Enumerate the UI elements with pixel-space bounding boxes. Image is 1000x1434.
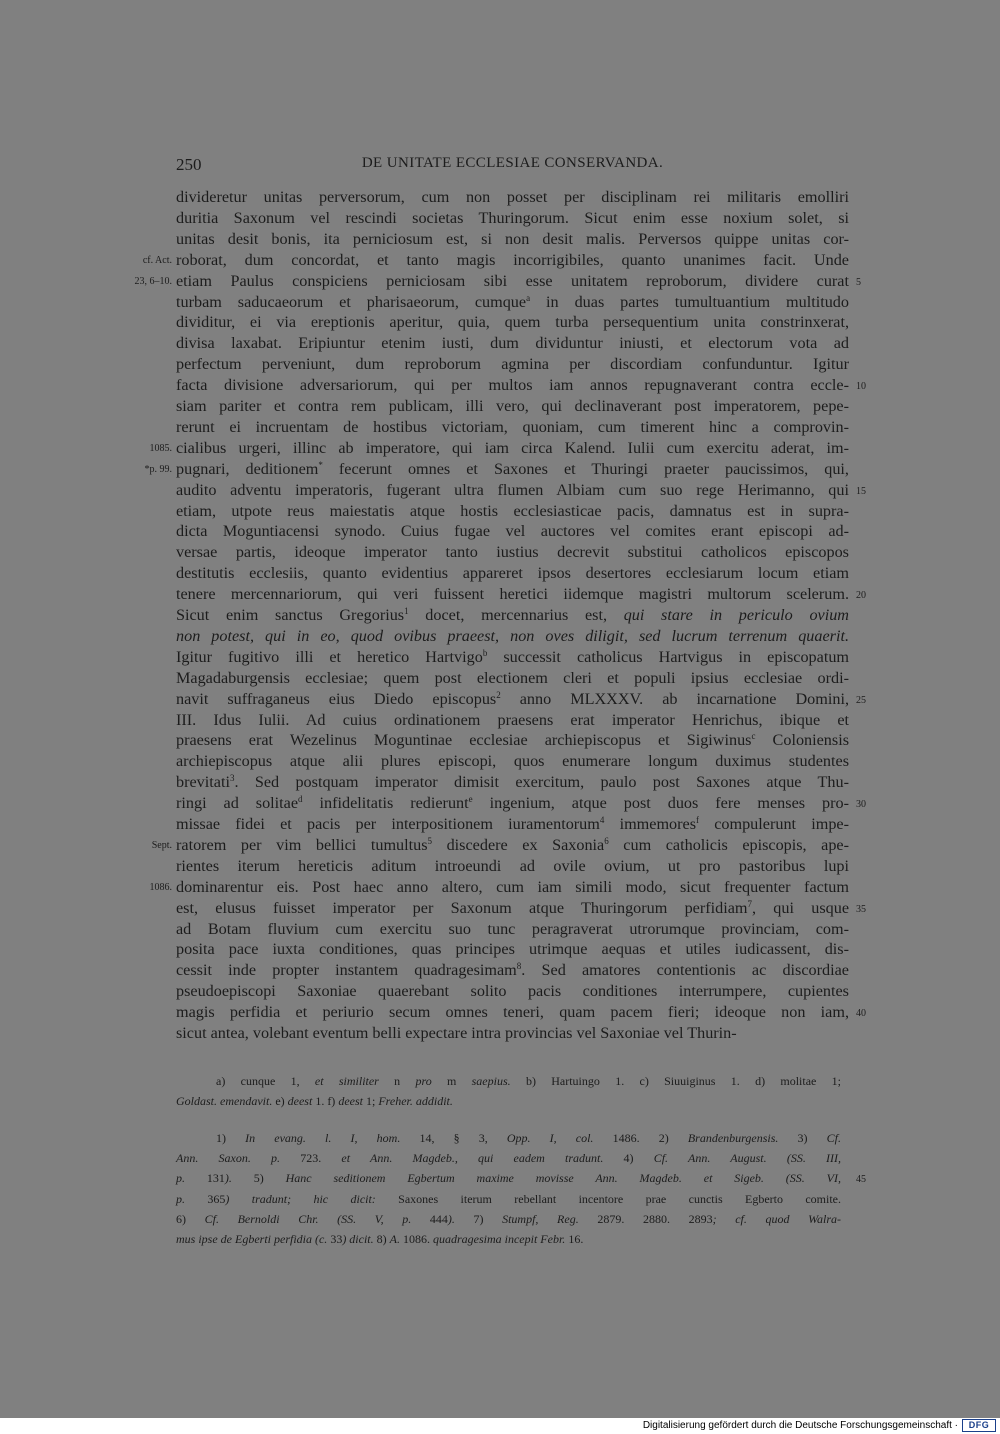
dfg-logo: DFG: [962, 1419, 996, 1432]
text-line: turbam saducaeorum et pharisaeorum, cumque$^a$ in duas partes tumultuantium multitudo: [176, 292, 849, 311]
footnote-marker: 7: [747, 898, 753, 909]
text-line: versae partis, ideoque imperator tanto iustius decrevit substitui catholicos episcopos: [176, 543, 849, 562]
footnote-marker: f: [696, 815, 700, 825]
line-number: 30: [856, 799, 866, 811]
text-line: pugnari, deditionem* fecerunt omnes et Saxones et Thuringi praeter paucissimos, qui,: [176, 459, 849, 478]
text-line: divideretur unitas perversorum, cum non posset per disciplinam rei militaris emolliri: [176, 188, 849, 206]
margin-note: cf. Act.: [142, 254, 172, 266]
commentary-line: p. 365) tradunt; hic dicit: Saxones iterum rebellant incentore prae cunctis Egberto comite.: [176, 1191, 841, 1206]
text-line: non potest, qui in eo, quod ovibus praeest, non oves diligit, sed lucrum terrenum quaerit.: [176, 626, 849, 645]
page-header: [176, 155, 849, 179]
text-line: archiepiscopus atque alii plures episcopi, quos enumerare longum duximus studentes: [176, 752, 849, 771]
text-line: pseudoepiscopi Saxoniae quaerebant solito pacis conditiones interrumpere, cupientes: [176, 982, 849, 1001]
footnote-marker: 8: [516, 961, 522, 972]
footnote-marker: 2: [496, 689, 501, 700]
footer-bar: [0, 1418, 1000, 1434]
margin-note: Sept.: [151, 839, 172, 851]
text-line: ad Botam fluvium cum exercitu suo tunc peragraverat utrorumque provinciam, com-: [176, 919, 849, 938]
text-line: brevitati$^3$. Sed postquam imperator dimisit exercitum, paulo post Saxones atque Thu-: [176, 773, 849, 792]
footnote-marker: 1: [404, 606, 409, 616]
text-line: facta divisione adversariorum, qui per multos iam annos repugnaverant contra eccle-: [176, 376, 849, 395]
text-line: praesens erat Wezelinus Moguntinae ecclesiae archiepiscopus et Sigiwinus$^c$ Coloniensis: [176, 731, 850, 750]
text-line: sicut antea, volebant eventum belli expectare intra provincias vel Saxoniae vel Thurin-: [176, 1024, 737, 1042]
footnote-marker: 4: [599, 815, 605, 825]
line-number: 35: [856, 903, 866, 915]
apparatus-line: Goldast. emendavit. e) deest 1. f) deest 1; Freher. addidit.: [176, 1094, 453, 1109]
line-number: 25: [856, 694, 866, 706]
line-number: 5: [856, 276, 861, 288]
text-line: magis perfidia et periurio secum omnes teneri, quam pacem fieri; ideoque non iam,: [176, 1003, 849, 1022]
text-line: Igitur fugitivo illi et heretico Hartvigo$^b$ successit catholicus Hartvigus in episcopatum: [176, 647, 850, 666]
apparatus-line: a) cunque 1, et similiter n pro m saepius. b) Hartuingo 1. c) Siuuiginus 1. d) molitae 1;: [216, 1074, 841, 1088]
text-line: navit suffraganeus eius Diedo episcopus$^2$ anno MLXXXV. ab incarnatione Domini,: [176, 689, 849, 708]
commentary-line: p. 131). 5) Hanc seditionem Egbertum maxime movisse Ann. Magdeb. et Sigeb. (SS. VI,: [176, 1171, 841, 1186]
text-line: rerunt ei incruentam de hostibus victoriam, quoniam, cum timerent hinc a comprovin-: [176, 417, 849, 436]
text-line: missae fidei et pacis per interpositionem iuramentorum$^4$ immemores$^f$ compulerunt impe-: [176, 815, 849, 833]
line-number: 20: [856, 590, 866, 602]
margin-note: 23, 6–10.: [134, 275, 172, 287]
text-line: etiam Paulus conspiciens perniciosam sibi esse unitatem reproborum, dividere curat: [176, 271, 849, 290]
text-line: posita pace iuxta conditiones, quas principes utrimque aequas et utiles iudicassent, dis-: [176, 940, 849, 959]
text-line: dicta Moguntiacensi synodo. Cuius fugae vel auctores vel comites erant episcopi ad-: [176, 522, 849, 541]
footnote-marker: 3: [229, 773, 235, 784]
line-number: 10: [856, 381, 866, 393]
text-line: ringi ad solitae$^d$ infidelitatis redierunt$^e$ ingenium, atque post duos fere menses pro-: [176, 794, 849, 813]
commentary-line: 6) Cf. Bernoldi Chr. (SS. V, p. 444). 7) Stumpf, Reg. 2879. 2880. 2893; cf. quod Walra-: [176, 1211, 841, 1226]
text-line: Sicut enim sanctus Gregorius$^1$ docet, mercennarius est, qui stare in periculo ovium: [176, 606, 849, 624]
commentary-line: mus ipse de Egberti perfidia (c. 33) dicit. 8) A. 1086. quadragesima incepit Febr. 16.: [176, 1232, 584, 1246]
text-line: ratorem per vim bellici tumultus$^5$ discedere ex Saxonia$^6$ cum catholicis episcopis, ape-: [176, 835, 850, 854]
footnote-marker: a: [526, 292, 531, 303]
text-line: roborat, dum concordat, et tanto magis incorrigibiles, quanto unanimes facit. Unde: [176, 250, 849, 269]
commentary-line: Ann. Saxon. p. 723. et Ann. Magdeb., qui eadem tradunt. 4) Cf. Ann. August. (SS. III,: [176, 1151, 841, 1166]
text-line: est, elusus fuisset imperator per Saxonum atque Thuringorum perfidiam$^7$, qui usque: [176, 898, 850, 917]
margin-note: 1085.: [149, 442, 172, 454]
footnote-marker: c: [751, 731, 756, 742]
text-line: duritia Saxonum vel rescindi societas Thuringorum. Sicut enim esse noxium solet, si: [176, 208, 849, 227]
text-line: unitas desit bonis, ita perniciosum est, si non desit malis. Perversos quippe unitas cor-: [176, 229, 849, 248]
text-line: perfectum perveniunt, dum reproborum agmina per discordiam confunduntur. Igitur: [176, 355, 849, 374]
text-line: audito adventu imperatoris, fugerant ultra flumen Albiam cum suo rege Herimanno, qui: [176, 480, 849, 499]
line-number: 15: [856, 485, 866, 497]
text-line: III. Idus Iulii. Ad cuius ordinationem praesens erat imperator Henrichus, ibique et: [176, 710, 849, 729]
text-line: siam pariter et contra rem publicam, illi vero, qui declinaverant post imperatorem, pepe-: [176, 397, 849, 415]
footnote-marker: 6: [604, 835, 609, 846]
line-number: 45: [856, 1174, 866, 1186]
running-title: DE UNITATE ECCLESIAE CONSERVANDA.: [361, 155, 664, 171]
page-number: 250: [176, 155, 202, 174]
text-line: dominarentur eis. Post haec anno altero, cum iam simili modo, sicut frequenter factum: [176, 877, 849, 896]
text-line: destitutis ecclesiis, quanto evidentius appareret ipsos desertores ecclesiarum locum etiam: [176, 564, 849, 583]
text-line: rientes iterum hereticis aditum introeundi ad ovile ovium, ut pro pastoribus lupi: [176, 856, 849, 875]
line-number: 40: [856, 1008, 866, 1020]
text-line: cessit inde propter instantem quadragesimam$^8$. Sed amatores contentionis ac discordiae: [176, 961, 849, 980]
footnote-marker: b: [482, 647, 488, 658]
footnote-marker: *: [318, 459, 323, 470]
text-line: cialibus urgeri, illinc ab imperatore, qui iam circa Kalend. Iulii cum exercitu aderat, im-: [176, 438, 849, 457]
text-line: etiam, utpote reus maiestatis atque hostis ecclesiasticae pacis, damnatus est in supra-: [176, 501, 849, 520]
margin-note: 1086.: [149, 881, 172, 893]
text-line: tenere mercennariorum, qui veri fuissent heretici iidemque magistri multorum scelerum.: [176, 585, 849, 604]
margin-note: *p. 99.: [144, 463, 172, 475]
footer-credit: Digitalisierung gefördert durch die Deutsche Forschungsgemeinschaft ·: [642, 1420, 958, 1431]
text-line: divisa laxabat. Eripiuntur etenim iusti, dum dividuntur iniusti, et electorum vota ad: [176, 334, 849, 353]
commentary-line: 1) In evang. l. I, hom. 14, § 3, Opp. I, col. 1486. 2) Brandenburgensis. 3) Cf.: [216, 1131, 842, 1145]
text-line: dividitur, ei via ereptionis aperitur, quia, quem turba persequentium unita constrinxerat,: [176, 313, 849, 332]
footnote-marker: e: [468, 794, 473, 805]
text-line: Magadaburgensis ecclesiae; quem post electionem cleri et populi ipsius ecclesiae ordi-: [176, 668, 849, 687]
footnote-marker: 5: [427, 835, 433, 846]
footnote-marker: d: [298, 794, 303, 805]
